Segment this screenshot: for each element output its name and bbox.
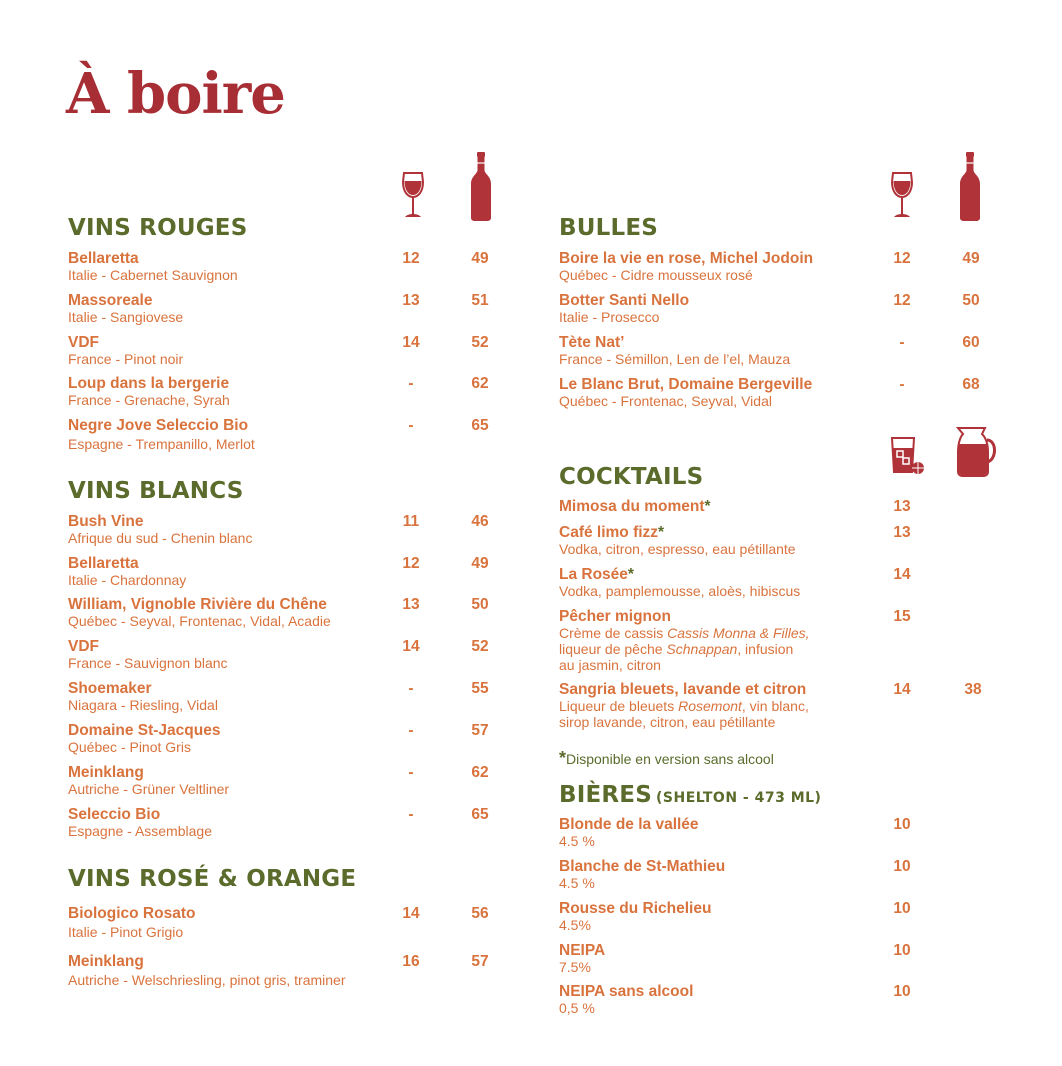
pitcher-price: 38	[964, 681, 982, 698]
bottle-price: 52	[471, 638, 489, 655]
item-name: NEIPA	[559, 942, 606, 959]
bottle-price: 62	[471, 375, 489, 392]
pitcher-icon	[953, 426, 999, 478]
glass-price: 13	[402, 292, 420, 309]
item-name: Massoreale	[68, 292, 153, 309]
item-name: Domaine St-Jacques	[68, 722, 221, 739]
list-item	[68, 513, 568, 546]
item-name	[559, 498, 1059, 515]
item-desc: Italie - Chardonnay	[68, 572, 187, 588]
section-heading-vins-rouges: VINS ROUGES	[68, 215, 248, 241]
item-name: Tète Nat’	[559, 334, 625, 351]
item-desc	[559, 625, 1059, 673]
section-heading-cocktails: COCKTAILS	[559, 464, 704, 490]
section-heading-vins-rose-orange: VINS ROSÉ & ORANGE	[68, 866, 357, 892]
glass-price: 12	[402, 250, 420, 267]
desc-text: sirop lavande, citron, eau pétillante	[559, 714, 776, 730]
price: 10	[893, 942, 911, 959]
item-name: Sangria bleuets, lavande et citron	[559, 681, 807, 698]
bottle-price: 68	[962, 376, 980, 393]
glass-price: 12	[893, 250, 911, 267]
item-desc	[559, 698, 1059, 730]
item-desc: Italie - Prosecco	[559, 309, 660, 325]
glass-price: 14	[402, 638, 420, 655]
glass-price: -	[408, 722, 414, 739]
bottle-price: 49	[471, 555, 489, 572]
item-desc: France - Sémillon, Len de l’el, Mauza	[559, 351, 791, 367]
item-name-text: La Rosée	[559, 566, 628, 583]
glass-price: -	[899, 376, 905, 393]
item-desc: Vodka, pamplemousse, aloès, hibiscus	[559, 583, 801, 599]
item-name: Rousse du Richelieu	[559, 900, 712, 917]
list-item	[559, 250, 1059, 283]
desc-text: Crème de cassis	[559, 625, 668, 641]
list-item	[68, 417, 568, 452]
glass-price: 15	[893, 608, 911, 625]
item-name-text: Mimosa du moment	[559, 498, 705, 515]
item-name: Botter Santi Nello	[559, 292, 690, 309]
glass-price: 12	[402, 555, 420, 572]
list-item	[559, 608, 1059, 673]
list-item	[68, 953, 568, 988]
item-desc: Québec - Frontenac, Seyval, Vidal	[559, 393, 772, 409]
list-item	[68, 680, 568, 713]
item-name: Blonde de la vallée	[559, 816, 699, 833]
item-name: Bush Vine	[68, 513, 144, 530]
list-item	[559, 498, 1059, 515]
item-desc: France - Sauvignon blanc	[68, 655, 228, 671]
list-item	[68, 596, 568, 629]
item-name: Negre Jove Seleccio Bio	[68, 417, 249, 434]
item-desc: Italie - Pinot Grigio	[68, 924, 184, 940]
wine-bottle-icon	[957, 152, 983, 222]
glass-price: 14	[893, 681, 911, 698]
item-name: NEIPA sans alcool	[559, 983, 694, 1000]
brand-name: Rosemont	[678, 698, 742, 714]
list-item	[559, 566, 1059, 599]
item-name: Pêcher mignon	[559, 608, 671, 625]
item-name: Blanche de St-Mathieu	[559, 858, 726, 875]
desc-text: au jasmin, citron	[559, 657, 661, 673]
glass-price: -	[408, 680, 414, 697]
list-item	[559, 334, 1059, 367]
bottle-price: 60	[962, 334, 980, 351]
glass-price: -	[408, 806, 414, 823]
item-desc: Italie - Cabernet Sauvignon	[68, 267, 238, 283]
desc-text: , infusion	[737, 641, 794, 657]
list-item	[559, 376, 1059, 409]
item-name: Boire la vie en rose, Michel Jodoin	[559, 250, 814, 267]
bieres-subheading: (SHELTON - 473 ML)	[656, 790, 822, 806]
bieres-heading-text: BIÈRES	[559, 782, 652, 808]
list-item	[68, 250, 568, 283]
glass-price: -	[408, 764, 414, 781]
glass-price: 16	[402, 953, 420, 970]
list-item	[68, 764, 568, 797]
bottle-price: 50	[962, 292, 980, 309]
list-item	[559, 292, 1059, 325]
list-item	[68, 806, 568, 839]
list-item	[559, 816, 1059, 849]
item-name: Bellaretta	[68, 250, 139, 267]
alcohol-free-star: *	[704, 498, 711, 515]
wine-glass-icon	[400, 170, 426, 222]
item-name: Bellaretta	[68, 555, 139, 572]
list-item	[68, 292, 568, 325]
glass-price: 12	[893, 292, 911, 309]
item-name	[559, 524, 1059, 541]
section-heading-bieres	[559, 782, 821, 808]
bottle-price: 65	[471, 417, 489, 434]
glass-price: -	[408, 417, 414, 434]
list-item	[68, 905, 568, 940]
glass-price: 14	[893, 566, 911, 583]
list-item	[68, 722, 568, 755]
item-name-text: Café limo fizz	[559, 524, 659, 541]
list-item	[559, 681, 1059, 730]
item-desc: Vodka, citron, espresso, eau pétillante	[559, 541, 796, 557]
note-text: Disponible en version sans alcool	[566, 751, 774, 767]
bottle-price: 65	[471, 806, 489, 823]
glass-price: 13	[893, 524, 911, 541]
item-name: VDF	[68, 334, 99, 351]
desc-text: , vin blanc,	[741, 698, 809, 714]
section-heading-bulles: BULLES	[559, 215, 658, 241]
bottle-price: 46	[471, 513, 489, 530]
item-desc: 4.5 %	[559, 833, 595, 849]
bottle-price: 55	[471, 680, 489, 697]
list-item	[559, 524, 1059, 557]
note-star: *	[559, 748, 567, 768]
list-item	[559, 942, 1059, 975]
cocktail-glass-icon	[889, 436, 927, 476]
item-name: Seleccio Bio	[68, 806, 161, 823]
item-desc: France - Grenache, Syrah	[68, 392, 230, 408]
bottle-price: 56	[471, 905, 489, 922]
item-name: VDF	[68, 638, 99, 655]
bottle-price: 49	[962, 250, 980, 267]
item-name: Shoemaker	[68, 680, 152, 697]
list-item	[559, 983, 1059, 1016]
item-name: Le Blanc Brut, Domaine Bergeville	[559, 376, 813, 393]
price: 10	[893, 816, 911, 833]
item-desc: Niagara - Riesling, Vidal	[68, 697, 218, 713]
item-desc: 4.5 %	[559, 875, 595, 891]
bottle-price: 57	[471, 722, 489, 739]
brand-name: Schnappan	[666, 641, 738, 657]
desc-text: liqueur de pêche	[559, 641, 667, 657]
list-item	[559, 900, 1059, 933]
item-desc: Autriche - Welschriesling, pinot gris, traminer	[68, 972, 346, 988]
bottle-price: 57	[471, 953, 489, 970]
price: 10	[893, 900, 911, 917]
price: 10	[893, 983, 911, 1000]
item-name: Meinklang	[68, 953, 144, 970]
glass-price: 13	[893, 498, 911, 515]
item-name: William, Vignoble Rivière du Chêne	[68, 596, 327, 613]
section-heading-vins-blancs: VINS BLANCS	[68, 478, 244, 504]
item-desc: Espagne - Assemblage	[68, 823, 212, 839]
alcohol-free-note	[559, 748, 774, 769]
item-name: Biologico Rosato	[68, 905, 196, 922]
item-desc: Québec - Cidre mousseux rosé	[559, 267, 753, 283]
bottle-price: 49	[471, 250, 489, 267]
glass-price: 14	[402, 334, 420, 351]
item-desc: 7.5%	[559, 959, 591, 975]
bottle-price: 51	[471, 292, 489, 309]
alcohol-free-star: *	[627, 566, 634, 583]
page-title: À boire	[66, 61, 285, 127]
item-desc: 0,5 %	[559, 1000, 595, 1016]
item-desc: Québec - Pinot Gris	[68, 739, 191, 755]
wine-glass-icon	[889, 170, 915, 222]
bottle-price: 62	[471, 764, 489, 781]
list-item	[68, 375, 568, 408]
item-desc: Québec - Seyval, Frontenac, Vidal, Acadie	[68, 613, 331, 629]
bottle-price: 52	[471, 334, 489, 351]
item-name: Loup dans la bergerie	[68, 375, 230, 392]
item-desc: Autriche - Grüner Veltliner	[68, 781, 230, 797]
glass-price: -	[899, 334, 905, 351]
item-desc: Italie - Sangiovese	[68, 309, 184, 325]
glass-price: 14	[402, 905, 420, 922]
list-item	[68, 638, 568, 671]
wine-bottle-icon	[468, 152, 494, 222]
glass-price: 13	[402, 596, 420, 613]
brand-name: Cassis Monna & Filles,	[667, 625, 810, 641]
bottle-price: 50	[471, 596, 489, 613]
desc-text: Liqueur de bleuets	[559, 698, 679, 714]
item-desc: Afrique du sud - Chenin blanc	[68, 530, 253, 546]
item-desc: 4.5%	[559, 917, 591, 933]
list-item	[68, 334, 568, 367]
item-name: Meinklang	[68, 764, 144, 781]
glass-price: -	[408, 375, 414, 392]
list-item	[68, 555, 568, 588]
glass-price: 11	[402, 513, 420, 530]
alcohol-free-star: *	[658, 524, 665, 541]
list-item	[559, 858, 1059, 891]
item-name	[559, 566, 1059, 583]
price: 10	[893, 858, 911, 875]
item-desc: France - Pinot noir	[68, 351, 184, 367]
item-desc: Espagne - Trempanillo, Merlot	[68, 436, 255, 452]
